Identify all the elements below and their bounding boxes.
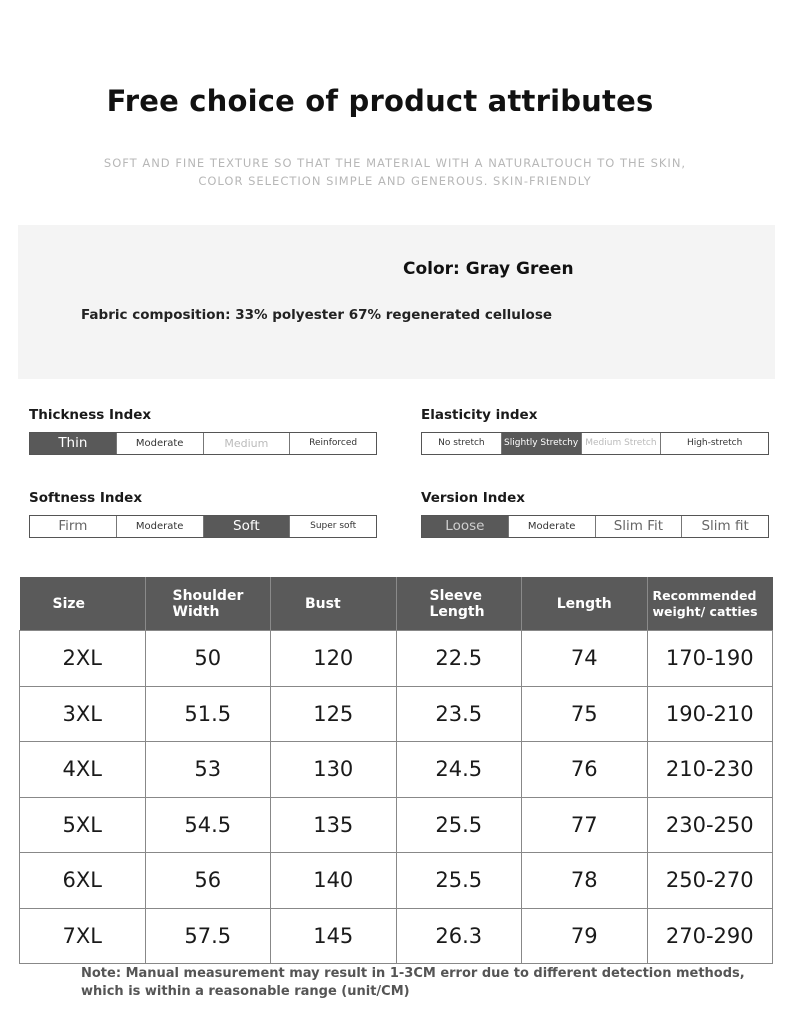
header-shoulder-width: Shoulder Width <box>145 577 271 631</box>
table-row <box>20 686 773 742</box>
cell-recommended-weight: 230-250 <box>647 797 773 853</box>
version-option-slim-fit: Slim Fit <box>596 516 683 537</box>
cell-shoulder-width: 53 <box>145 742 271 798</box>
header-recommended-weight: Recommended weight/ catties <box>647 577 773 631</box>
cell-length: 79 <box>522 908 648 964</box>
color-text: Color: Gray Green <box>403 259 574 279</box>
version-option-loose: Loose <box>422 516 509 537</box>
cell-bust: 145 <box>271 908 397 964</box>
softness-index-scale <box>29 515 377 538</box>
cell-shoulder-width: 50 <box>145 631 271 687</box>
cell-recommended-weight: 270-290 <box>647 908 773 964</box>
version-option-slim-fit-2: Slim fit <box>701 518 749 534</box>
table-row <box>20 908 773 964</box>
fabric-composition-text: Fabric composition: 33% polyester 67% regenerated cellulose <box>81 307 553 323</box>
thickness-option-medium: Medium <box>204 433 291 454</box>
cell-size: 6XL <box>20 853 146 909</box>
cell-recommended-weight: 170-190 <box>647 631 773 687</box>
elasticity-option-no-stretch: No stretch <box>422 433 502 454</box>
thickness-option-reinforced: Reinforced <box>309 438 358 448</box>
header-bust: Bust <box>271 577 397 631</box>
cell-size: 2XL <box>20 631 146 687</box>
cell-recommended-weight: 210-230 <box>647 742 773 798</box>
page-title: Free choice of product attributes <box>106 84 654 118</box>
elasticity-index-label: Elasticity index <box>421 407 538 423</box>
header-sleeve-length: Sleeve Length <box>396 577 522 631</box>
version-option-moderate: Moderate <box>509 516 596 537</box>
cell-length: 78 <box>522 853 648 909</box>
elasticity-index <box>421 407 771 455</box>
thickness-index <box>29 407 379 455</box>
version-index-scale <box>421 515 769 538</box>
header-length: Length <box>522 577 648 631</box>
version-index-label: Version Index <box>421 490 525 506</box>
page-subtitle <box>0 154 790 190</box>
note-line-1: Note: Manual measurement may result in 1-3CM error due to different detection methods, <box>81 966 745 981</box>
cell-length: 75 <box>522 686 648 742</box>
version-index <box>421 490 771 538</box>
size-chart-table <box>19 577 773 964</box>
elasticity-option-slightly-stretchy: Slightly Stretchy <box>502 433 582 454</box>
softness-index-label: Softness Index <box>29 490 143 506</box>
measurement-note <box>81 965 745 1001</box>
cell-sleeve-length: 25.5 <box>396 797 522 853</box>
table-row <box>20 742 773 798</box>
table-row <box>20 631 773 687</box>
note-line-2: which is within a reasonable range (unit/CM) <box>81 984 410 999</box>
cell-bust: 140 <box>271 853 397 909</box>
thickness-index-label: Thickness Index <box>29 407 152 423</box>
cell-shoulder-width: 57.5 <box>145 908 271 964</box>
cell-shoulder-width: 54.5 <box>145 797 271 853</box>
cell-sleeve-length: 24.5 <box>396 742 522 798</box>
cell-recommended-weight: 190-210 <box>647 686 773 742</box>
table-row <box>20 797 773 853</box>
cell-length: 74 <box>522 631 648 687</box>
cell-sleeve-length: 23.5 <box>396 686 522 742</box>
softness-index <box>29 490 379 538</box>
subtitle-line-2: COLOR SELECTION SIMPLE AND GENEROUS. SKIN-FRIENDLY <box>198 174 592 188</box>
cell-bust: 120 <box>271 631 397 687</box>
cell-sleeve-length: 25.5 <box>396 853 522 909</box>
cell-bust: 125 <box>271 686 397 742</box>
softness-option-soft: Soft <box>204 516 291 537</box>
cell-size: 7XL <box>20 908 146 964</box>
softness-option-firm: Firm <box>30 516 117 537</box>
cell-length: 77 <box>522 797 648 853</box>
thickness-index-scale <box>29 432 377 455</box>
cell-size: 3XL <box>20 686 146 742</box>
cell-shoulder-width: 51.5 <box>145 686 271 742</box>
thickness-option-thin: Thin <box>30 433 117 454</box>
elasticity-index-scale <box>421 432 769 455</box>
subtitle-line-1: SOFT AND FINE TEXTURE SO THAT THE MATERIAL WITH A NATURALTOUCH TO THE SKIN, <box>103 156 687 170</box>
cell-size: 4XL <box>20 742 146 798</box>
cell-shoulder-width: 56 <box>145 853 271 909</box>
softness-option-moderate: Moderate <box>117 516 204 537</box>
cell-sleeve-length: 22.5 <box>396 631 522 687</box>
elasticity-option-medium-stretch: Medium Stretch <box>582 433 662 454</box>
size-chart-header-row <box>20 577 773 631</box>
product-info-panel <box>18 225 775 379</box>
header-size: Size <box>20 577 146 631</box>
cell-bust: 130 <box>271 742 397 798</box>
thickness-option-moderate: Moderate <box>117 433 204 454</box>
cell-bust: 135 <box>271 797 397 853</box>
table-row <box>20 853 773 909</box>
softness-option-super-soft: Super soft <box>310 521 357 531</box>
cell-recommended-weight: 250-270 <box>647 853 773 909</box>
cell-length: 76 <box>522 742 648 798</box>
elasticity-option-high-stretch: High-stretch <box>686 438 743 448</box>
cell-size: 5XL <box>20 797 146 853</box>
cell-sleeve-length: 26.3 <box>396 908 522 964</box>
